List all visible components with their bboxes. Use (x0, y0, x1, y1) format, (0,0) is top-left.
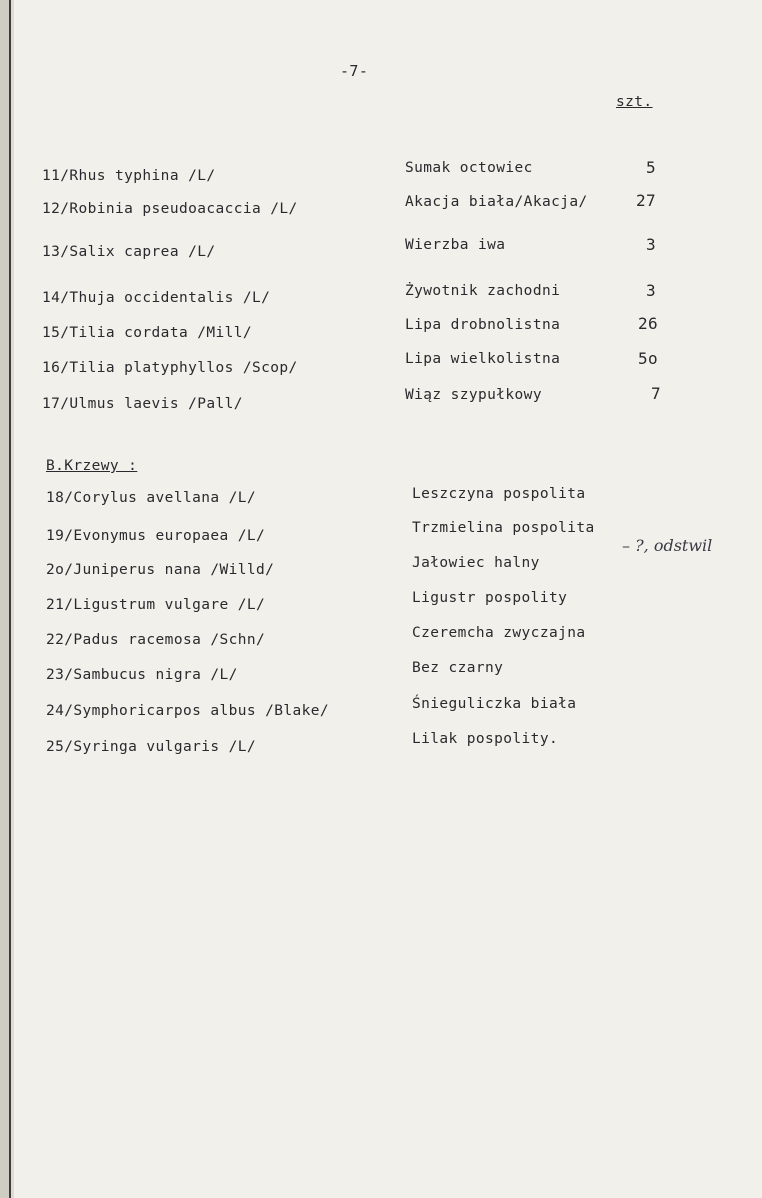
tree-polish-name: Akacja biała/Akacja/ (405, 194, 588, 210)
tree-latin-name: 16/Tilia platyphyllos /Scop/ (42, 360, 298, 376)
shrub-latin-name: 19/Evonymus europaea /L/ (46, 528, 266, 544)
tree-quantity: 3 (646, 235, 657, 254)
tree-quantity: 5o (638, 349, 659, 368)
shrub-polish-name: Śnieguliczka biała (412, 696, 577, 712)
tree-polish-name: Sumak octowiec (405, 160, 533, 176)
tree-quantity: 3 (646, 281, 657, 300)
shrub-latin-name: 22/Padus racemosa /Schn/ (46, 632, 266, 648)
shrub-polish-name: Bez czarny (412, 660, 504, 676)
shrub-latin-name: 2o/Juniperus nana /Willd/ (46, 562, 275, 578)
binding-edge (0, 0, 14, 1198)
tree-latin-name: 17/Ulmus laevis /Pall/ (42, 396, 243, 412)
tree-quantity: 7 (651, 384, 662, 403)
tree-polish-name: Żywotnik zachodni (405, 283, 561, 299)
shrub-latin-name: 21/Ligustrum vulgare /L/ (46, 597, 266, 613)
tree-polish-name: Wiąz szypułkowy (405, 387, 542, 403)
tree-polish-name: Lipa wielkolistna (405, 351, 561, 367)
shrub-latin-name: 24/Symphoricarpos albus /Blake/ (46, 703, 330, 719)
shrub-polish-name: Lilak pospolity. (412, 731, 559, 747)
tree-polish-name: Lipa drobnolistna (405, 317, 561, 333)
shrub-latin-name: 18/Corylus avellana /L/ (46, 490, 256, 506)
tree-latin-name: 11/Rhus typhina /L/ (42, 168, 216, 184)
handwritten-annotation: – ?, odstwil (622, 536, 713, 555)
tree-latin-name: 15/Tilia cordata /Mill/ (42, 325, 252, 341)
tree-latin-name: 12/Robinia pseudoacaccia /L/ (42, 201, 298, 217)
tree-quantity: 5 (646, 158, 657, 177)
tree-latin-name: 13/Salix caprea /L/ (42, 244, 216, 260)
unit-label: szt. (616, 94, 653, 110)
tree-quantity: 26 (638, 314, 659, 333)
shrub-polish-name: Jałowiec halny (412, 555, 540, 571)
tree-polish-name: Wierzba iwa (405, 237, 506, 253)
shrub-polish-name: Trzmielina pospolita (412, 520, 595, 536)
shrub-latin-name: 25/Syringa vulgaris /L/ (46, 739, 256, 755)
shrub-polish-name: Ligustr pospolity (412, 590, 568, 606)
shrub-latin-name: 23/Sambucus nigra /L/ (46, 667, 238, 683)
shrub-polish-name: Leszczyna pospolita (412, 486, 586, 502)
page-number: -7- (340, 62, 369, 80)
tree-latin-name: 14/Thuja occidentalis /L/ (42, 290, 271, 306)
shrub-polish-name: Czeremcha zwyczajna (412, 625, 586, 641)
shrubs-heading: B.Krzewy : (46, 458, 138, 474)
tree-quantity: 27 (636, 191, 657, 210)
